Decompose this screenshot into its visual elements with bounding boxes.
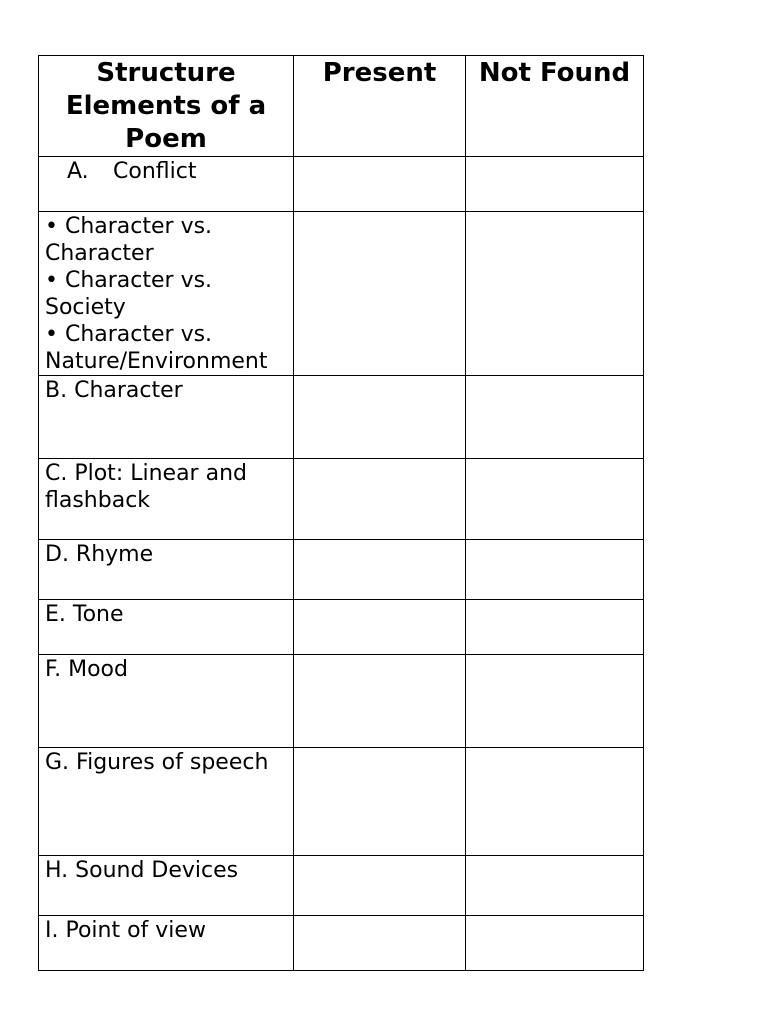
element-label-text: Conflict — [113, 159, 197, 184]
present-cell[interactable] — [294, 748, 466, 856]
not-found-cell[interactable] — [466, 459, 644, 540]
element-cell — [39, 459, 294, 540]
present-cell[interactable] — [294, 540, 466, 600]
element-cell — [39, 856, 294, 916]
list-item: • Character vs. Character — [45, 214, 213, 266]
present-cell[interactable] — [294, 916, 466, 971]
element-cell — [39, 540, 294, 600]
not-found-cell[interactable] — [466, 655, 644, 748]
element-cell — [39, 916, 294, 971]
table-row-mood — [39, 655, 644, 748]
present-cell[interactable] — [294, 600, 466, 655]
not-found-cell[interactable] — [466, 856, 644, 916]
element-cell — [39, 212, 294, 376]
poem-elements-table — [38, 55, 644, 971]
element-label: B. Character — [45, 378, 183, 403]
table-row-rhyme — [39, 540, 644, 600]
present-cell[interactable] — [294, 655, 466, 748]
table-row-sound-devices — [39, 856, 644, 916]
table-row-character — [39, 376, 644, 459]
table-row-conflict — [39, 157, 644, 212]
element-label: I. Point of view — [45, 918, 206, 943]
table-row-plot — [39, 459, 644, 540]
conflict-types-list — [39, 212, 293, 375]
not-found-cell[interactable] — [466, 600, 644, 655]
table-row-figures-of-speech — [39, 748, 644, 856]
present-cell[interactable] — [294, 157, 466, 212]
not-found-cell[interactable] — [466, 540, 644, 600]
not-found-cell[interactable] — [466, 916, 644, 971]
table-row-point-of-view — [39, 916, 644, 971]
element-label — [39, 157, 293, 185]
table-row-tone — [39, 600, 644, 655]
present-cell[interactable] — [294, 856, 466, 916]
element-label: D. Rhyme — [45, 542, 154, 567]
list-item: • Character vs. Nature/Environment — [45, 322, 268, 374]
not-found-cell[interactable] — [466, 157, 644, 212]
element-cell — [39, 157, 294, 212]
list-item: • Character vs. Society — [45, 268, 213, 320]
element-cell — [39, 600, 294, 655]
present-cell[interactable] — [294, 376, 466, 459]
element-cell — [39, 748, 294, 856]
table-row-conflict-types — [39, 212, 644, 376]
element-label: F. Mood — [45, 657, 128, 682]
element-label: G. Figures of speech — [45, 750, 269, 775]
element-label: C. Plot: Linear and flashback — [45, 461, 247, 513]
not-found-cell[interactable] — [466, 748, 644, 856]
element-label: E. Tone — [45, 602, 124, 627]
present-cell[interactable] — [294, 212, 466, 376]
table-header-row — [39, 56, 644, 157]
element-cell — [39, 376, 294, 459]
header-structure-elements: Structure Elements of a Poem — [39, 56, 294, 157]
element-cell — [39, 655, 294, 748]
header-not-found: Not Found — [466, 56, 644, 157]
element-label: H. Sound Devices — [45, 858, 239, 883]
present-cell[interactable] — [294, 459, 466, 540]
not-found-cell[interactable] — [466, 376, 644, 459]
not-found-cell[interactable] — [466, 212, 644, 376]
header-present: Present — [294, 56, 466, 157]
list-marker: A. — [67, 159, 89, 184]
